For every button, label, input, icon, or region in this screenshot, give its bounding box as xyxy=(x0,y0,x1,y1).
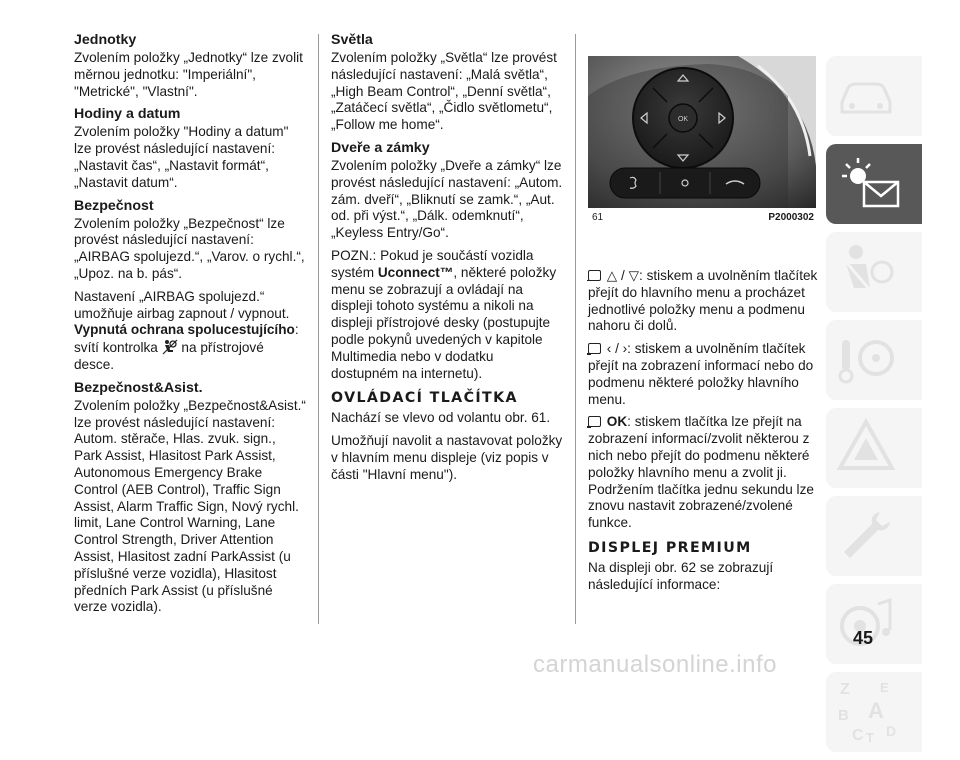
figure-code: P2000302 xyxy=(768,212,814,223)
chapter-tabs xyxy=(826,56,922,760)
paragraph: Zvolením položky "Hodiny a datum" lze provést následující nastavení: „Nastavit čas“, „Nastavit formát“, „Nastavit datum“. xyxy=(74,124,289,190)
button-symbol-icon xyxy=(588,270,601,281)
car-icon xyxy=(834,62,898,126)
text: svítí kontrolka xyxy=(74,340,158,356)
seatbelt-person-icon xyxy=(834,238,898,304)
colon: : xyxy=(294,322,299,338)
arrow-symbols: △ / ▽ xyxy=(606,268,640,283)
column-middle xyxy=(331,32,563,490)
section-heading: Bezpečnost&Asist. xyxy=(74,379,203,396)
index-letter: T xyxy=(866,730,874,745)
index-letter: E xyxy=(880,680,889,695)
breakdown-warning-icon xyxy=(834,414,898,480)
arrow-symbols: ‹ / › xyxy=(606,341,628,357)
section-heading: Světla xyxy=(331,32,373,48)
bold-text: Uconnect™ xyxy=(377,264,454,280)
tab-index[interactable] xyxy=(826,672,922,752)
section-heading: Dveře a zámky xyxy=(331,139,430,156)
paragraph xyxy=(331,248,563,382)
text: , některé položky menu se zobrazují a ovládají na displeji tohoto systému a nikoli na displeji přístrojové desky (postupujte podle pokynů uvedených v kapitole Multimedia nebo v dodatku dostupném na internetu). xyxy=(331,264,557,381)
button-symbol-icon xyxy=(588,343,601,354)
tab-starting-driving[interactable] xyxy=(826,320,922,400)
tab-warning-lights[interactable] xyxy=(826,144,922,224)
bold-text: Vypnutá ochrana spolucestujícího xyxy=(74,322,295,338)
paragraph: Zvolením položky „Bezpečnost&Asist.“ lze provést následující nastavení: Autom. stěrače, Hlas. zvuk. sign., Park Assist, Hlasitost Park Assist, Autonomous Emergency Brake Control (AEB Control), Traffic Sign Assist, Alarm Traffic Sign, Nový rychl. limit, Lane Control Warning, Lane Control Strength, Driver Attention Assist, Hlasitost zadní ParkAssist (u příslušné verze vozidla), Hlasitost předních Park Assist (u příslušné verze vozidla). xyxy=(74,397,306,615)
tab-emergency[interactable] xyxy=(826,408,922,488)
paragraph: Zvolením položky „Světla“ lze provést následující nastavení: „Malá světla“, „High Beam Control“, „Denní světla“, „Zatáčecí světla“, „Čidlo světlometu“, „Follow me home“. xyxy=(331,50,557,133)
paragraph xyxy=(588,268,820,335)
column-divider xyxy=(318,34,319,624)
ok-button-label: OK xyxy=(677,116,689,123)
index-letter: C xyxy=(852,727,864,744)
wrench-car-icon xyxy=(834,502,898,568)
paragraph xyxy=(588,414,820,532)
chapter-heading: OVLÁDACÍ TLAČÍTKA xyxy=(331,390,518,407)
bold-text: OK xyxy=(606,414,628,430)
figure-caption xyxy=(588,212,816,226)
alphabetical-index-icon xyxy=(834,678,914,746)
figure-number: 61 xyxy=(592,212,604,223)
column-left xyxy=(74,32,306,622)
paragraph: Zvolením položky „Jednotky“ lze zvolit měrnou jednotku: "Imperiální", "Metrické", "Vlastní". xyxy=(74,50,303,99)
tab-car[interactable] xyxy=(826,56,922,136)
column-right xyxy=(588,268,820,600)
paragraph: Nastavení „AIRBAG spolujezd.“ umožňuje airbag zapnout / vypnout. xyxy=(74,288,290,321)
text: POZN.: Pokud je součástí vozidla systém xyxy=(331,247,534,280)
paragraph: Zvolením položky „Dveře a zámky“ lze provést následující nastavení: „Autom. zám. dveří“, „Bliknutí se zamk.“, „Aut. od. při výst.“, „Dálk. odemknutí“, „Keyless Entry/Go“. xyxy=(331,157,563,241)
paragraph: Na displeji obr. 62 se zobrazují následující informace: xyxy=(588,559,774,592)
paragraph: Zvolením položky „Bezpečnost“ lze provést následující nastavení: „AIRBAG spolujezd.“, „Varov. o rychl.“, „Upoz. na b. pás“. xyxy=(74,215,305,281)
key-steering-icon xyxy=(834,326,898,392)
button-symbol-icon xyxy=(588,416,601,427)
section-heading: Hodiny a datum xyxy=(74,106,181,123)
tab-maintenance[interactable] xyxy=(826,496,922,576)
index-letter: A xyxy=(868,698,884,723)
paragraph: Umožňují navolit a nastavovat položky v hlavním menu displeje (viz popis v části "Hlavní menu"). xyxy=(331,433,563,482)
steering-wheel-controls-photo xyxy=(588,56,816,208)
section-heading: Bezpečnost xyxy=(74,197,154,214)
text: : stiskem a uvolněním tlačítek přejít na zobrazení informací nebo do podmenu některé položky hlavního menu. xyxy=(588,341,814,407)
warning-light-icon xyxy=(834,150,906,218)
index-letter: B xyxy=(838,707,849,724)
text: : stiskem a uvolněním tlačítek přejít do hlavního menu a procházet jednotlivé položky menu a podmenu nahoru či dolů. xyxy=(588,268,818,334)
paragraph xyxy=(74,322,306,373)
paragraph xyxy=(588,341,820,408)
watermark: carmanualsonline.info xyxy=(533,651,777,678)
page-number: 45 xyxy=(853,628,874,648)
index-letter: D xyxy=(886,723,897,739)
tab-multimedia[interactable] xyxy=(826,584,922,664)
airbag-off-icon xyxy=(162,339,178,355)
section-heading: Jednotky xyxy=(74,32,137,48)
tab-safety[interactable] xyxy=(826,232,922,312)
text: na přístrojové desce. xyxy=(74,340,264,372)
text: : stiskem tlačítka lze přejít na zobrazení informací/zvolit některou z nich nebo přejít do podmenu některé položky hlavního menu a zvolit ji. Podržením tlačítka jednu sekundu lze znovu nastavit zobrazené/zvolené funkce. xyxy=(588,414,814,531)
index-letter: Z xyxy=(840,681,850,698)
column-divider xyxy=(575,34,576,624)
chapter-heading: DISPLEJ PREMIUM xyxy=(588,539,752,556)
paragraph: Nachází se vlevo od volantu obr. 61. xyxy=(331,410,551,426)
